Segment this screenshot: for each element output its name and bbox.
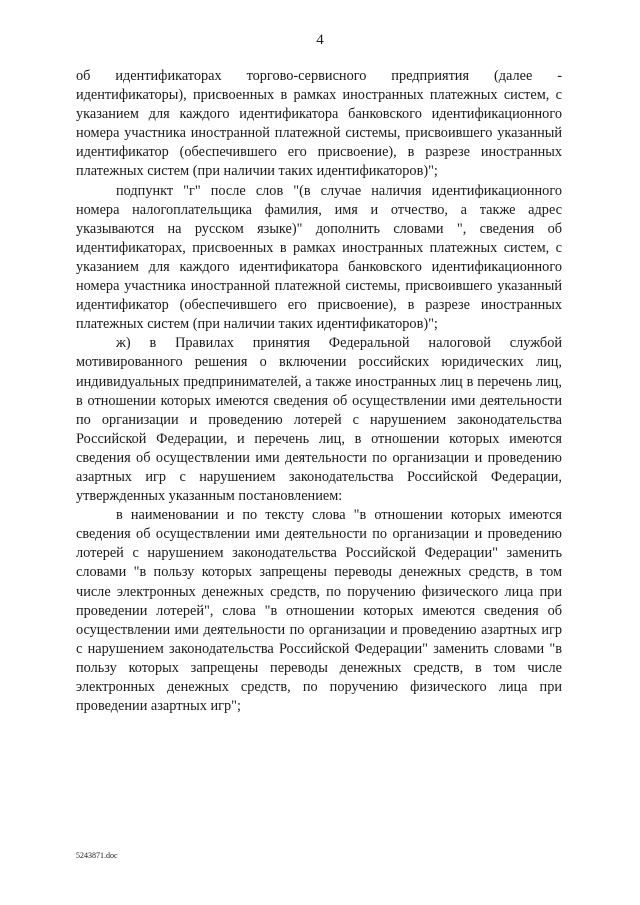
document-body: [76, 67, 562, 716]
page-number: 4: [316, 32, 324, 48]
paragraph-title-replacement: в наименовании и по тексту слова "в отношении которых имеются сведения об осуществлении ими деятельности по организации и проведению лотерей с нарушением законодательства Российской Федерации" заменить словами "в пользу которых запрещены переводы денежных средств, в том числе электронных денежных средств, по поручению физического лица при проведении лотерей", слова "в отношении которых имеются сведения об осуществлении ими деятельности по организации и проведению азартных игр с нарушением законодательства Российской Федерации" заменить словами "в пользу которых запрещены переводы денежных средств, в том числе электронных денежных средств, по поручению физического лица при проведении азартных игр";: [76, 507, 562, 715]
document-footer-code: 5243871.doc: [76, 851, 118, 860]
paragraph-identifiers-continuation: об идентификаторах торгово-сервисного предприятия (далее - идентификаторы), присвоенных в рамках иностранных платежных систем, с указанием для каждого идентификатора банковского идентификационного номера участника иностранной платежной системы, присвоившего указанный идентификатор (обеспечившего его присвоение), в разрезе иностранных платежных систем (при наличии таких идентификаторов)";: [76, 68, 562, 180]
paragraph-item-zh: ж) в Правилах принятия Федеральной налоговой службой мотивированного решения о включении российских юридических лиц, индивидуальных предпринимателей, а также иностранных лиц в перечень лиц, в отношении которых имеются сведения об осуществлении ими деятельности по организации и проведению лотерей с нарушением законодательства Российской Федерации, и перечень лиц, в отношении которых имеются сведения об осуществлении ими деятельности по организации и проведению азартных игр с нарушением законодательства Российской Федерации, утвержденных указанным постановлением:: [76, 335, 562, 505]
paragraph-subparagraph-g: подпункт "г" после слов "(в случае наличия идентификационного номера налогоплательщика фамилия, имя и отчество, а также адрес указываются на русском языке)" дополнить словами ", сведения об идентификаторах, присвоенных в рамках иностранных платежных систем, с указанием для каждого идентификатора банковского идентификационного номера участника иностранной платежной системы, присвоившего указанный идентификатор (обеспечившего его присвоение), в разрезе иностранных платежных систем (при наличии таких идентификаторов)";: [76, 182, 562, 333]
